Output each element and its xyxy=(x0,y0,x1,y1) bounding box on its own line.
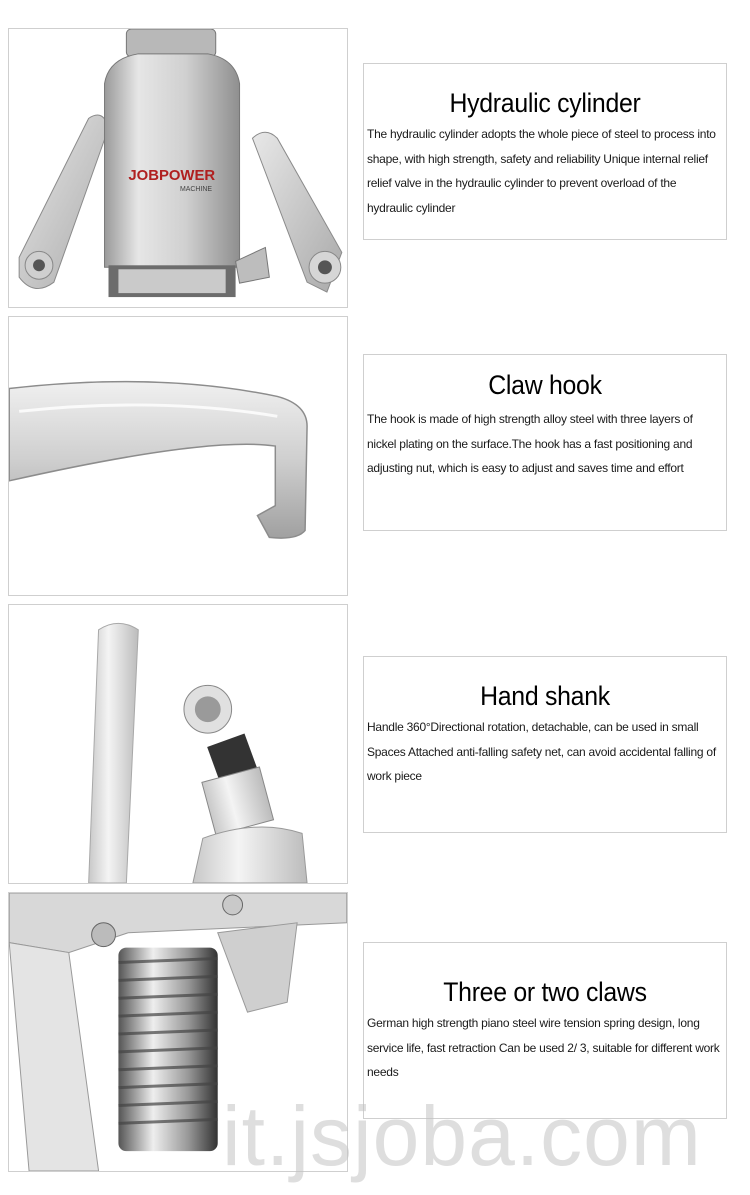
feature-title: Hand shank xyxy=(480,681,610,711)
brand-logo: JOBPOWER xyxy=(128,167,216,184)
feature-text: The hook is made of high strength alloy steel with three layers of nickel plating on the surface.The hook has a fast positioning and adjusting nut, which is easy to adjust and saves time and effort xyxy=(367,412,693,475)
feature-text: The hydraulic cylinder adopts the whole piece of steel to process into shape, with high strength, safety and reliability Unique internal relief relief valve in the hydraulic cylinder to prevent overload of the hydraulic cylinder xyxy=(367,127,716,215)
feature-text: German high strength piano steel wire tension spring design, long service life, fast retraction Can be used 2/ 3, suitable for different work needs xyxy=(367,1016,720,1079)
feature-card-hand-shank xyxy=(363,656,727,833)
watermark-text: it.jsjoba.com xyxy=(222,1089,702,1183)
feature-card-claws xyxy=(363,942,727,1119)
feature-title: Hydraulic cylinder xyxy=(449,88,641,118)
svg-text:MACHINE: MACHINE xyxy=(179,185,212,193)
claw-hook-photo xyxy=(8,316,348,596)
spring-claws-photo xyxy=(8,892,348,1172)
hydraulic-cylinder-photo xyxy=(8,28,348,308)
feature-card-claw-hook xyxy=(363,354,727,531)
feature-card-hydraulic xyxy=(363,63,727,240)
feature-title: Three or two claws xyxy=(443,977,647,1007)
hand-shank-photo xyxy=(8,604,348,884)
feature-title: Claw hook xyxy=(488,370,602,400)
feature-text: Handle 360°Directional rotation, detachable, can be used in small Spaces Attached anti-falling safety net, can avoid accidental falling of work piece xyxy=(367,720,716,783)
